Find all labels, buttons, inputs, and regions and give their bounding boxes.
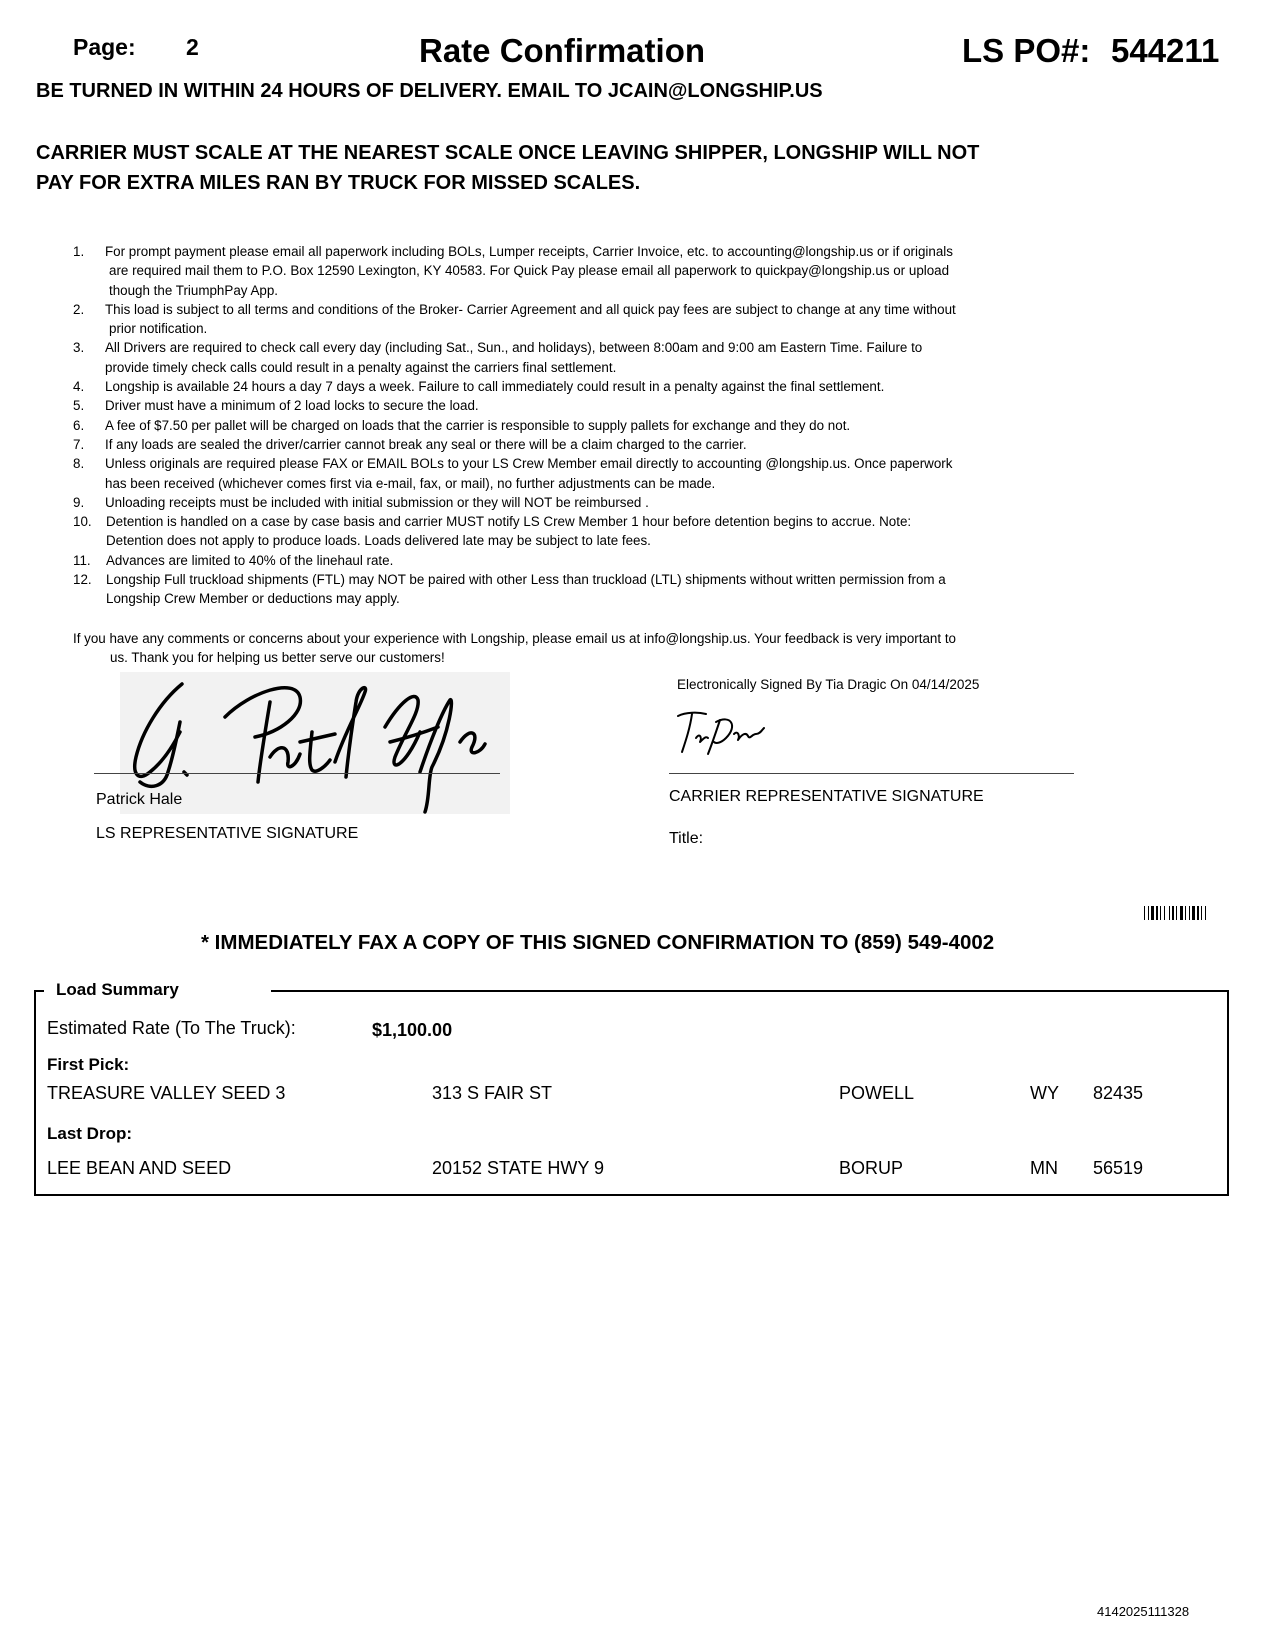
feedback-line-1: If you have any comments or concerns about your experience with Longship, please email us at info@longship.us. Your feedback is very important to [73,631,956,646]
term-item [73,454,1063,493]
term-text [105,416,1063,435]
document-title: Rate Confirmation [419,32,706,69]
document-id: 4142025111328 [1097,1604,1190,1619]
last-drop-zip: 56519 [1093,1158,1144,1178]
barcode-graphic [1144,906,1221,920]
term-item [73,300,1063,339]
load-summary-legend: Load Summary [56,980,179,999]
po-number: 544211 [1111,32,1220,69]
term-line: Driver must have a minimum of 2 load locks to secure the load. [105,398,479,414]
term-line: Longship Full truckload shipments (FTL) may NOT be paired with other Less than truckload (LTL) shipments without written permission from a [106,572,946,588]
last-drop-name: LEE BEAN AND SEED [47,1158,232,1178]
barcode-bar [1156,906,1158,920]
fax-notice: * IMMEDIATELY FAX A COPY OF THIS SIGNED CONFIRMATION TO (859) 549-4002 [201,931,995,954]
barcode-bar [1197,906,1199,920]
term-number: 11. [73,552,91,568]
first-pick-address: 313 S FAIR ST [432,1083,553,1103]
barcode-bar [1205,906,1206,920]
term-line: Advances are limited to 40% of the linehaul rate. [106,552,394,568]
term-line: are required mail them to P.O. Box 12590 Lexington, KY 40583. For Quick Pay please email all paperwork to quickpay@longship.us or upload [109,263,950,279]
first-pick-state: WY [1030,1083,1059,1103]
term-item [73,338,1063,377]
scale-notice-line-2: PAY FOR EXTRA MILES RAN BY TRUCK FOR MISSED SCALES. [36,172,641,194]
scale-notice-line-1: CARRIER MUST SCALE AT THE NEAREST SCALE ONCE LEAVING SHIPPER, LONGSHIP WILL NOT [36,142,980,164]
rate-label: Estimated Rate (To The Truck): [47,1018,296,1038]
term-line: Longship is available 24 hours a day 7 days a week. Failure to call immediately could result in a penalty against the final settlement. [105,379,885,395]
barcode-bar [1144,906,1145,920]
term-line: For prompt payment please email all paperwork including BOLs, Lumper receipts, Carrier Invoice, etc. to accounting@longship.us or if originals [105,244,953,259]
first-pick-name: TREASURE VALLEY SEED 3 [47,1083,286,1103]
ls-signature-line [94,773,500,774]
feedback-line-2: us. Thank you for helping us better serve our customers! [110,650,445,666]
term-text [105,338,1063,377]
carrier-title-label: Title: [669,830,704,847]
term-text [105,493,1063,512]
term-item [73,242,1063,300]
barcode-bar [1148,906,1149,920]
term-text [106,570,1063,609]
term-item [73,570,1063,609]
page-label: Page: [73,34,136,60]
barcode-bar [1160,906,1161,920]
term-line: This load is subject to all terms and conditions of the Broker- Carrier Agreement and all quick pay fees are subject to change at any time without [105,301,956,317]
term-number: 4. [73,379,85,395]
barcode-bar [1185,906,1186,920]
carrier-signature-line [669,773,1074,774]
term-number: 7. [73,436,85,452]
first-pick-city: POWELL [839,1083,915,1103]
term-number: 10. [73,514,92,530]
barcode-bar [1164,906,1165,920]
term-item [73,435,1063,454]
term-text [105,454,1063,493]
term-number: 5. [73,398,85,414]
term-number: 2. [73,301,85,317]
first-pick-zip: 82435 [1093,1083,1144,1103]
term-line: though the TriumphPay App. [109,282,278,298]
term-text [105,300,1063,339]
term-line: Longship Crew Member or deductions may apply. [106,591,400,607]
term-text [106,551,1063,570]
term-number: 9. [73,494,85,510]
term-text [105,377,1063,396]
term-text [106,512,1063,551]
term-line: has been received (whichever comes first via e-mail, fax, or mail), no further adjustments can be made. [105,475,716,491]
last-drop-label: Last Drop: [47,1124,132,1143]
barcode-bar [1151,906,1154,920]
term-item [73,416,1063,435]
term-number: 3. [73,340,85,356]
barcode-bar [1169,906,1170,920]
delivery-notice: BE TURNED IN WITHIN 24 HOURS OF DELIVERY. EMAIL TO JCAIN@LONGSHIP.US [36,80,823,102]
term-item [73,512,1063,551]
handwritten-signature-icon [676,708,766,758]
term-item [73,396,1063,415]
term-line: Unloading receipts must be included with initial submission or they will NOT be reimbursed . [105,494,649,510]
term-line: A fee of $7.50 per pallet will be charged on loads that the carrier is responsible to supply pallets for exchange and they do not. [105,417,851,433]
terms-list [73,242,1063,609]
term-text [105,242,1063,300]
electronic-signature-note: Electronically Signed By Tia Dragic On 04/14/2025 [677,677,980,692]
first-pick-label: First Pick: [47,1055,130,1074]
rate-value: $1,100.00 [372,1020,453,1040]
term-line: prior notification. [109,321,208,337]
barcode-bar [1180,906,1183,920]
term-number: 12. [73,572,92,588]
term-item [73,551,1063,570]
barcode-bar [1172,906,1174,920]
feedback-paragraph [73,629,1073,668]
term-item [73,493,1063,512]
carrier-signature-image [676,708,766,758]
barcode-bar [1192,906,1195,920]
page-number: 2 [186,34,199,60]
term-number: 8. [73,456,85,472]
last-drop-city: BORUP [839,1158,904,1178]
load-summary-border [34,990,44,992]
ls-representative-name: Patrick Hale [96,791,183,808]
term-number: 1. [73,244,85,259]
term-text [105,396,1063,415]
last-drop-state: MN [1030,1158,1058,1178]
term-line: If any loads are sealed the driver/carrier cannot break any seal or there will be a claim charged to the carrier. [105,436,747,452]
scale-notice [36,138,1096,198]
load-summary-border [271,990,1229,992]
barcode-bar [1189,906,1190,920]
barcode-bar [1176,906,1177,920]
term-line: Detention is handled on a case by case basis and carrier MUST notify LS Crew Member 1 hour before detention begins to accrue. Note: [106,514,912,530]
last-drop-address: 20152 STATE HWY 9 [432,1158,605,1178]
ls-signature-caption: LS REPRESENTATIVE SIGNATURE [96,825,359,842]
term-line: provide timely check calls could result in a penalty against the carriers final settlement. [105,359,617,375]
term-text [105,435,1063,454]
term-line: All Drivers are required to check call every day (including Sat., Sun., and holidays), between 8:00am and 9:00 am Eastern Time. Failure to [105,340,923,356]
po-label: LS PO#: [962,32,1091,69]
term-line: Detention does not apply to produce loads. Loads delivered late may be subject to late fees. [106,533,651,549]
term-number: 6. [73,417,85,433]
barcode-bar [1201,906,1202,920]
term-item [73,377,1063,396]
carrier-signature-caption: CARRIER REPRESENTATIVE SIGNATURE [669,788,984,805]
barcode-icon [1144,906,1221,920]
term-line: Unless originals are required please FAX or EMAIL BOLs to your LS Crew Member email directly to accounting @longship.us. Once paperwork [105,456,953,472]
